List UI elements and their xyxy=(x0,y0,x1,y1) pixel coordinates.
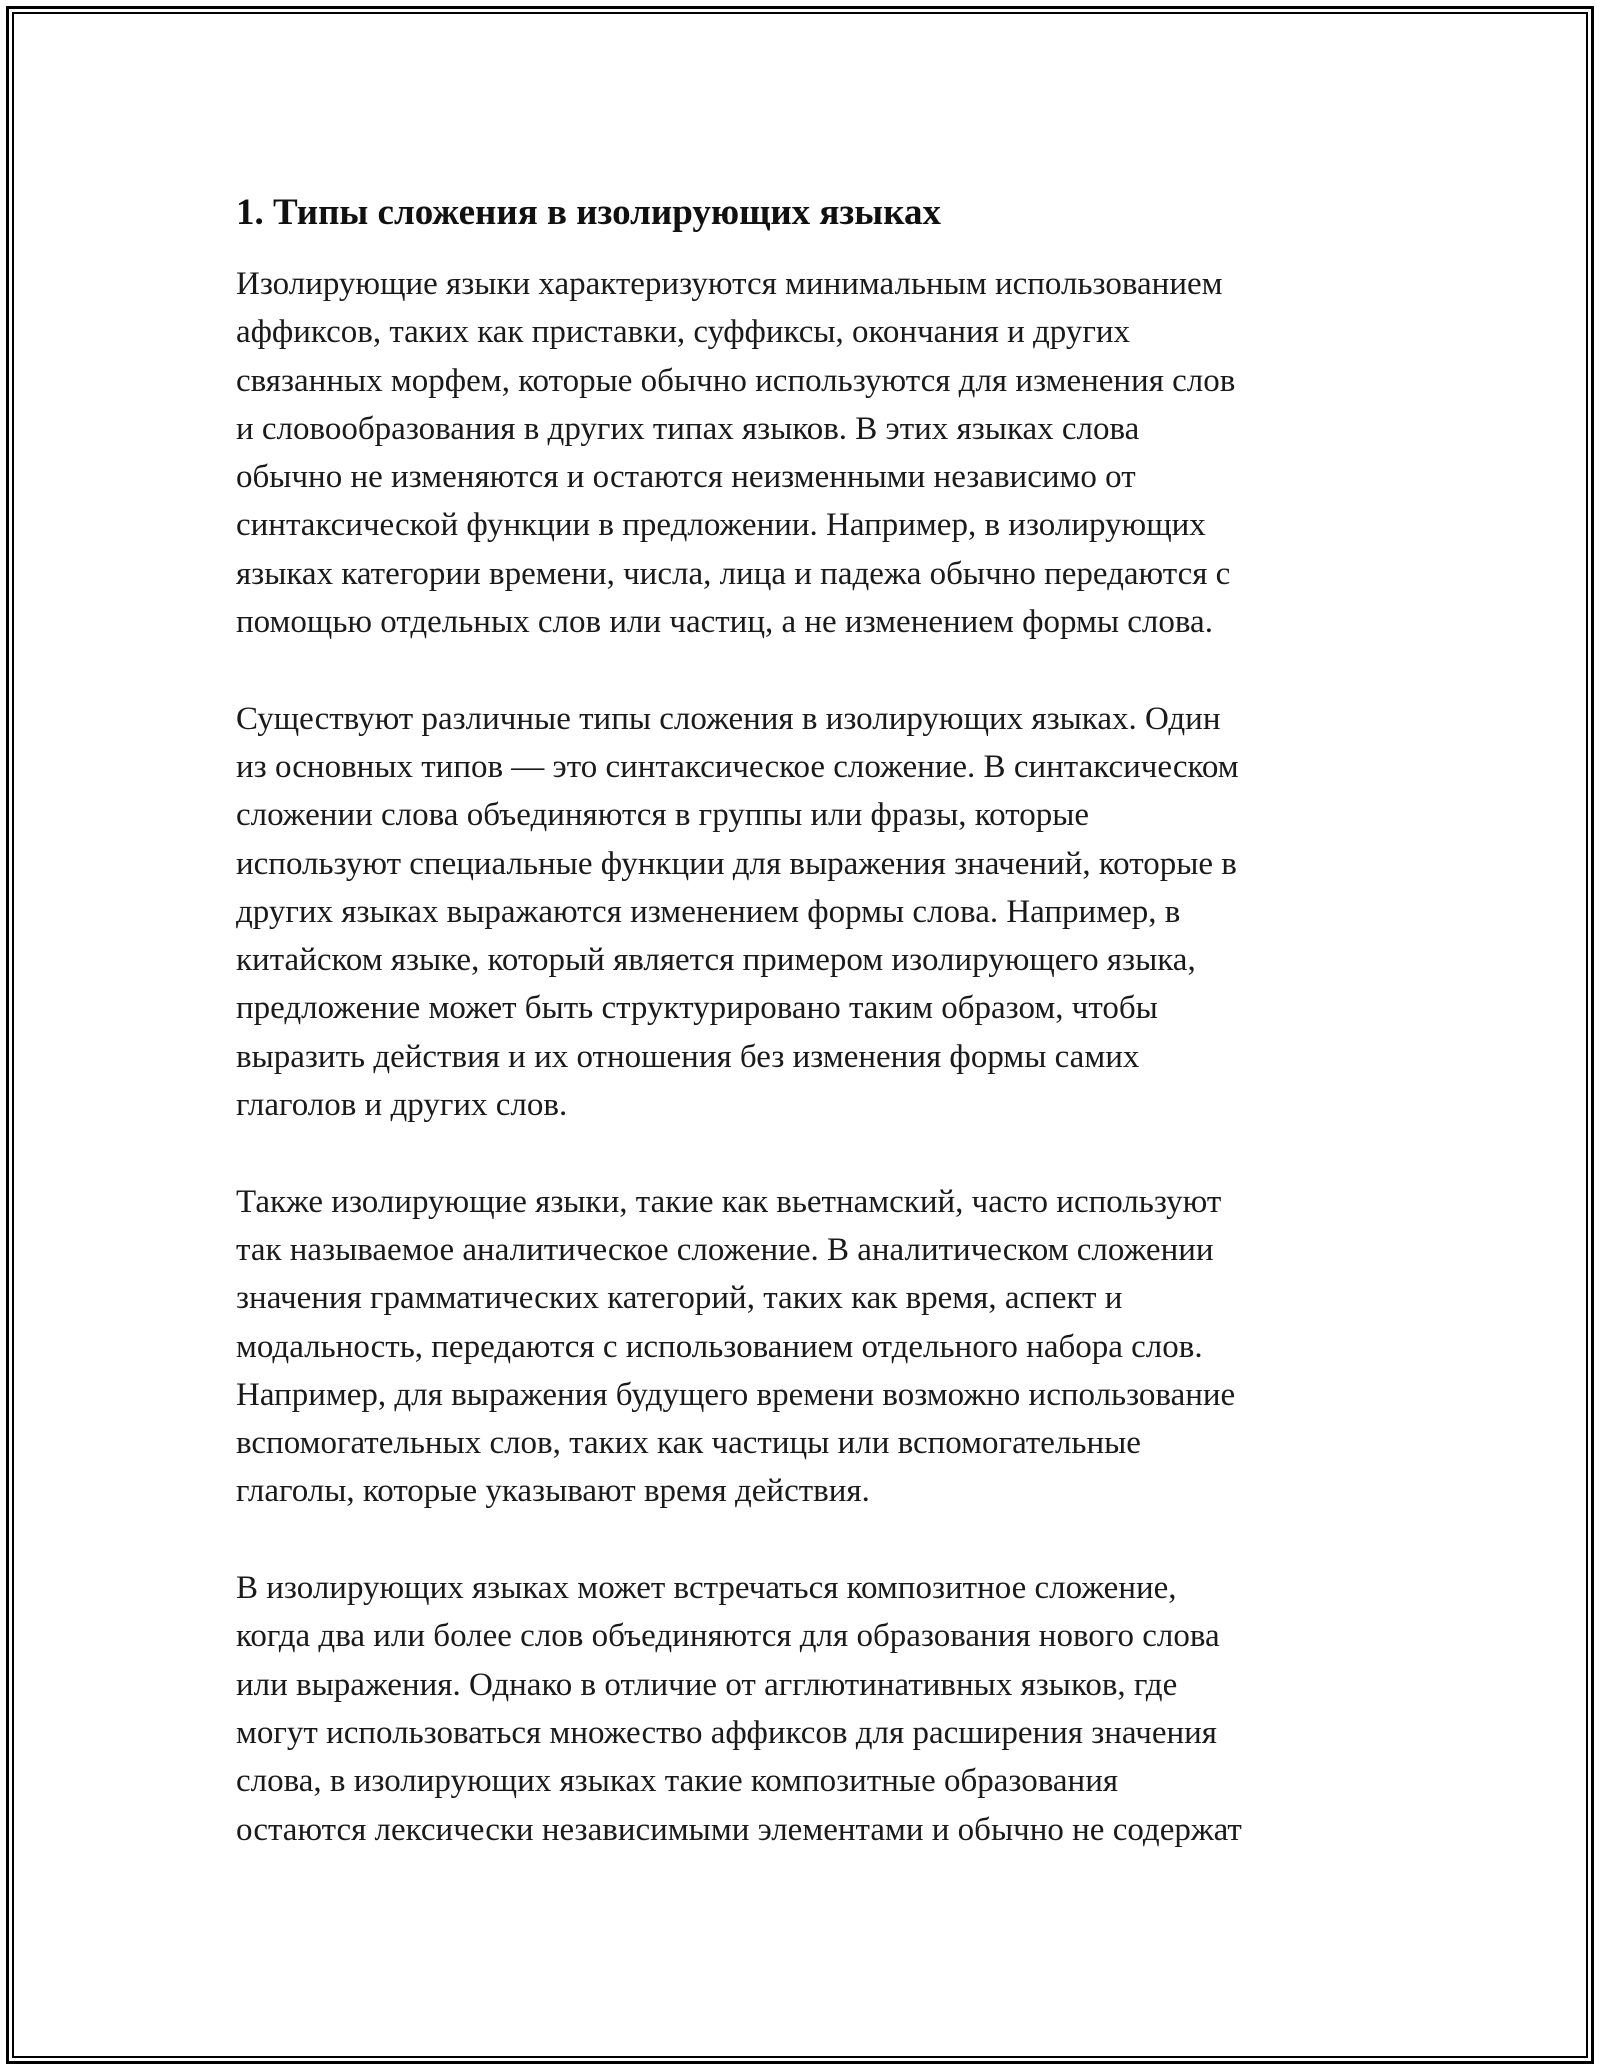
paragraph-list xyxy=(236,260,1376,1854)
text-line: обычно не изменяются и остаются неизменными независимо от xyxy=(236,459,1136,496)
text-line: остаются лексически независимыми элементами и обычно не содержат xyxy=(236,1811,1242,1848)
text-line: вспомогательных слов, таких как частицы или вспомогательные xyxy=(236,1425,1141,1462)
text-line: Изолирующие языки характеризуются минимальным использованием xyxy=(236,266,1223,302)
text-line: Существуют различные типы сложения в изолирующих языках. Один xyxy=(236,700,1221,737)
text-line: используют специальные функции для выражения значений, которые в xyxy=(236,845,1237,882)
text-line: значения грамматических категорий, таких как время, аспект и xyxy=(236,1280,1123,1317)
text-line: других языках выражаются изменением формы слова. Например, в xyxy=(236,893,1181,930)
text-line: слова, в изолирующих языках такие композитные образования xyxy=(236,1763,1119,1800)
text-line: глаголов и других слов. xyxy=(236,1087,568,1124)
text-line: В изолирующих языках может встречаться композитное сложение, xyxy=(236,1570,1177,1607)
text-line: аффиксов, таких как приставки, суффиксы, окончания и других xyxy=(236,314,1131,351)
text-line: Также изолирующие языки, такие как вьетнамский, часто используют xyxy=(236,1183,1222,1220)
body-paragraph xyxy=(236,695,1376,1130)
text-line: из основных типов — это синтаксическое сложение. В синтаксическом xyxy=(236,748,1239,785)
text-line: и словообразования в других типах языков. В этих языках слова xyxy=(236,410,1140,447)
body-paragraph xyxy=(236,260,1376,646)
text-line: связанных морфем, которые обычно используются для изменения слов xyxy=(236,362,1236,399)
text-line: Например, для выражения будущего времени возможно использование xyxy=(236,1376,1236,1413)
text-line: сложении слова объединяются в группы или фразы, которые xyxy=(236,797,1090,834)
section-title: 1. Типы сложения в изолирующих языках xyxy=(236,192,941,233)
text-line: когда два или более слов объединяются для образования нового слова xyxy=(236,1618,1220,1655)
text-line: модальность, передаются с использованием отдельного набора слов. xyxy=(236,1328,1203,1365)
text-line: предложение может быть структурировано таким образом, чтобы xyxy=(236,990,1158,1027)
text-line: китайском языке, который является примером изолирующего языка, xyxy=(236,942,1196,979)
text-line: помощью отдельных слов или частиц, а не изменением формы слова. xyxy=(236,604,1213,641)
text-line: синтаксической функции в предложении. Например, в изолирующих xyxy=(236,507,1206,544)
text-line: выразить действия и их отношения без изменения формы самих xyxy=(236,1038,1140,1075)
body-paragraph xyxy=(236,1178,1376,1516)
text-line: так называемое аналитическое сложение. В аналитическом сложении xyxy=(236,1231,1214,1268)
body-paragraph xyxy=(236,1564,1376,1854)
text-line: могут использоваться множество аффиксов для расширения значения xyxy=(236,1714,1217,1751)
text-line: глаголы, которые указывают время действия. xyxy=(236,1473,870,1510)
document-body xyxy=(236,188,1376,1902)
text-line: языках категории времени, числа, лица и падежа обычно передаются с xyxy=(236,555,1231,592)
text-line: или выражения. Однако в отличие от агглютинативных языков, где xyxy=(236,1666,1178,1703)
